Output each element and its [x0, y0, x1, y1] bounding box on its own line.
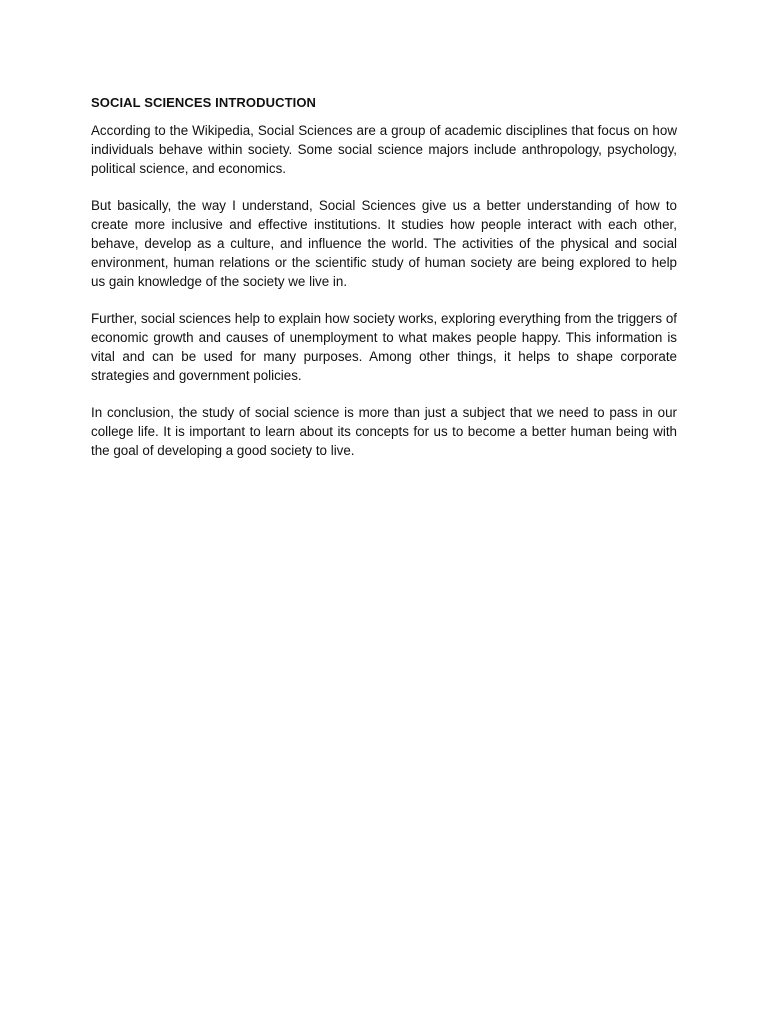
document-title: SOCIAL SCIENCES INTRODUCTION: [91, 95, 317, 110]
paragraph-further: Further, social sciences help to explain how society works, exploring everything from the triggers of economic growth and causes of unemployment to what makes people happy. This information is vital and can be used for many purposes. Among other things, it helps to shape corporate strategies and government policies.: [91, 311, 677, 383]
paragraph-understanding: But basically, the way I understand, Social Sciences give us a better understanding of how to create more inclusive and effective institutions. It studies how people interact with each other, behave, develop as a culture, and influence the world. The activities of the physical and social environment, human relations or the scientific study of human society are being explored to help us gain knowledge of the society we live in.: [91, 198, 677, 289]
paragraph-conclusion: In conclusion, the study of social science is more than just a subject that we need to pass in our college life. It is important to learn about its concepts for us to become a better human being with the goal of developing a good society to live.: [91, 405, 677, 458]
paragraph-intro: According to the Wikipedia, Social Sciences are a group of academic disciplines that focus on how individuals behave within society. Some social science majors include anthropology, psychology, political science, and economics.: [91, 123, 677, 176]
